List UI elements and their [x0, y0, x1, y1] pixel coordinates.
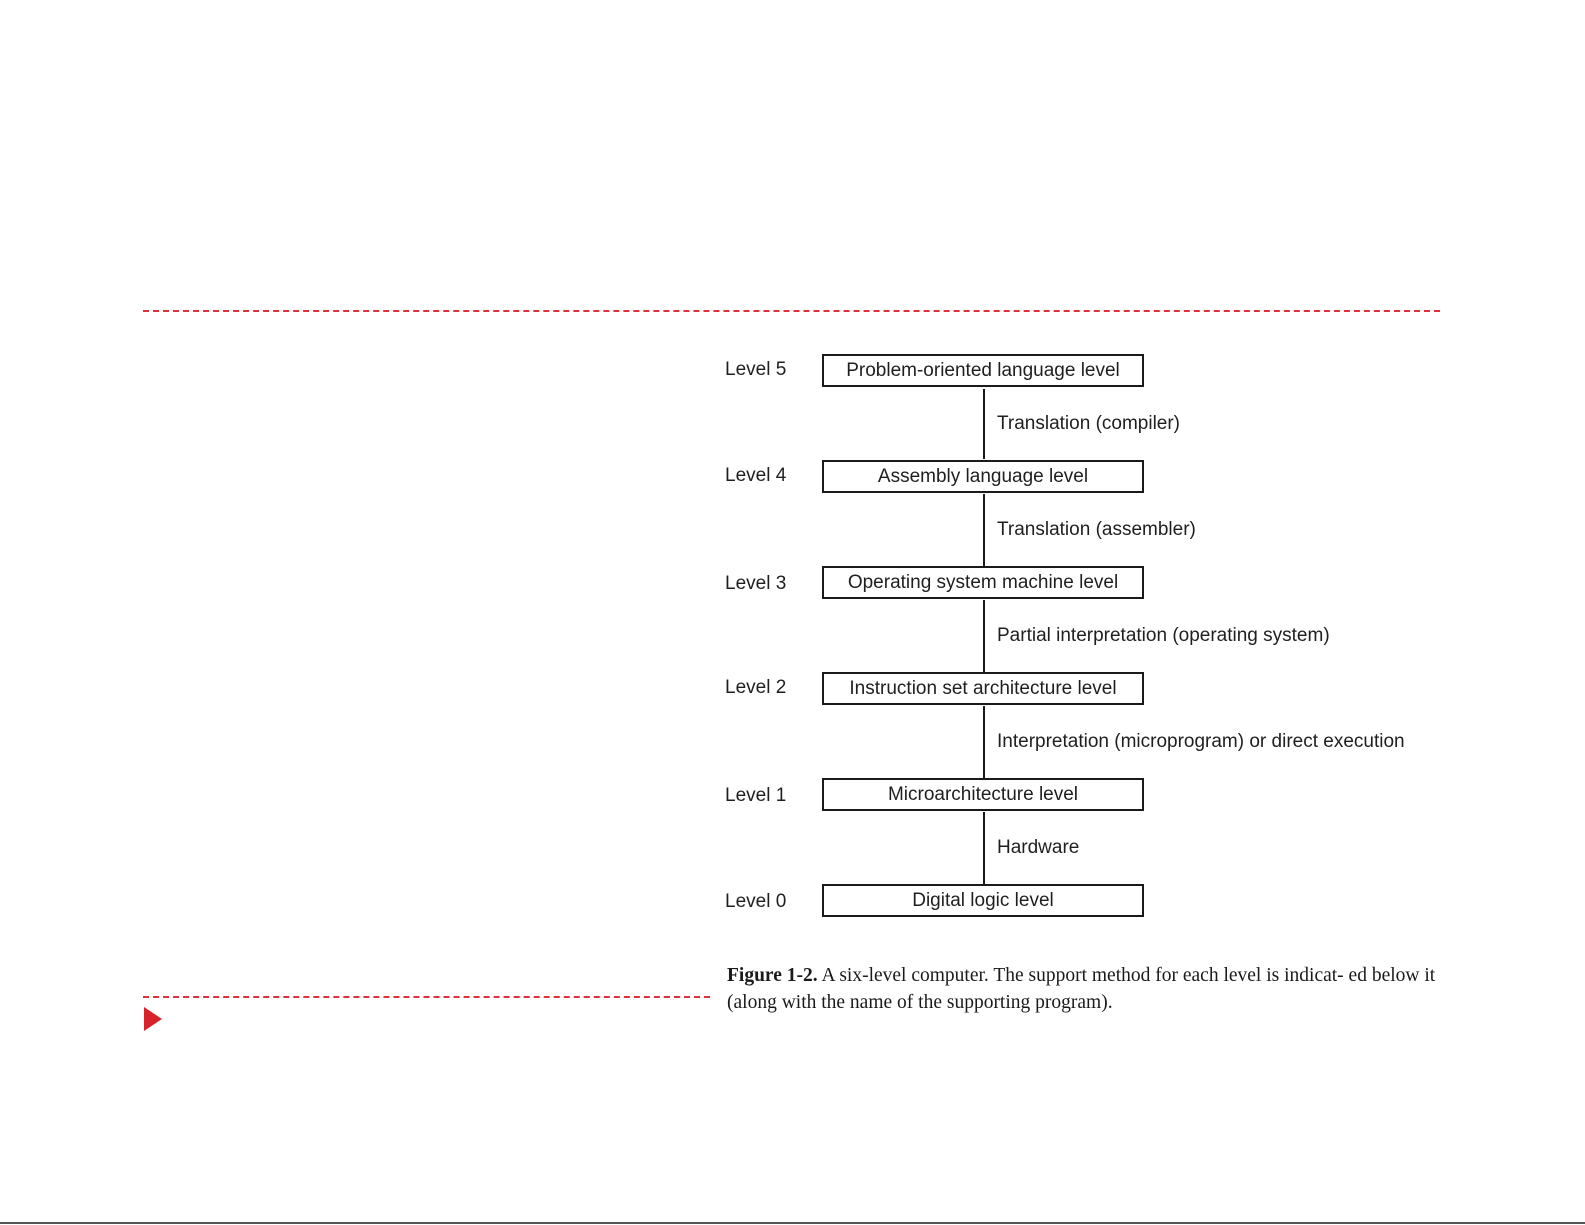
level-label-0: Level 0: [725, 891, 787, 912]
bottom-dashed-divider: [143, 996, 710, 998]
support-label-microprogram: Interpretation (microprogram) or direct execution: [997, 731, 1405, 752]
level-label-5: Level 5: [725, 359, 787, 380]
play-arrow-icon[interactable]: [144, 1007, 162, 1031]
support-label-hardware: Hardware: [997, 837, 1080, 858]
level-box-1: Microarchitecture level: [822, 778, 1144, 811]
level-box-5: Problem-oriented language level: [822, 354, 1144, 387]
connector-2-1: [983, 706, 985, 778]
connector-3-2: [983, 600, 985, 672]
figure-caption: [727, 962, 1442, 1016]
level-box-4: Assembly language level: [822, 460, 1144, 493]
support-label-operating-system: Partial interpretation (operating system): [997, 625, 1330, 646]
level-label-3: Level 3: [725, 573, 787, 594]
level-label-2: Level 2: [725, 677, 787, 698]
page-bottom-rule: [0, 1222, 1585, 1224]
level-box-0: Digital logic level: [822, 884, 1144, 917]
level-box-3: Operating system machine level: [822, 566, 1144, 599]
figure-number: Figure 1-2.: [727, 965, 818, 986]
figure-caption-text: A six-level computer. The support method for each level is indicat- ed below it (along with the name of the supporting program).: [727, 965, 1436, 1013]
top-dashed-divider: [143, 310, 1440, 312]
connector-1-0: [983, 812, 985, 884]
connector-4-3: [983, 494, 985, 566]
support-label-assembler: Translation (assembler): [997, 519, 1196, 540]
level-label-1: Level 1: [725, 785, 787, 806]
support-label-compiler: Translation (compiler): [997, 413, 1181, 434]
level-label-4: Level 4: [725, 465, 787, 486]
level-box-2: Instruction set architecture level: [822, 672, 1144, 705]
connector-5-4: [983, 389, 985, 459]
